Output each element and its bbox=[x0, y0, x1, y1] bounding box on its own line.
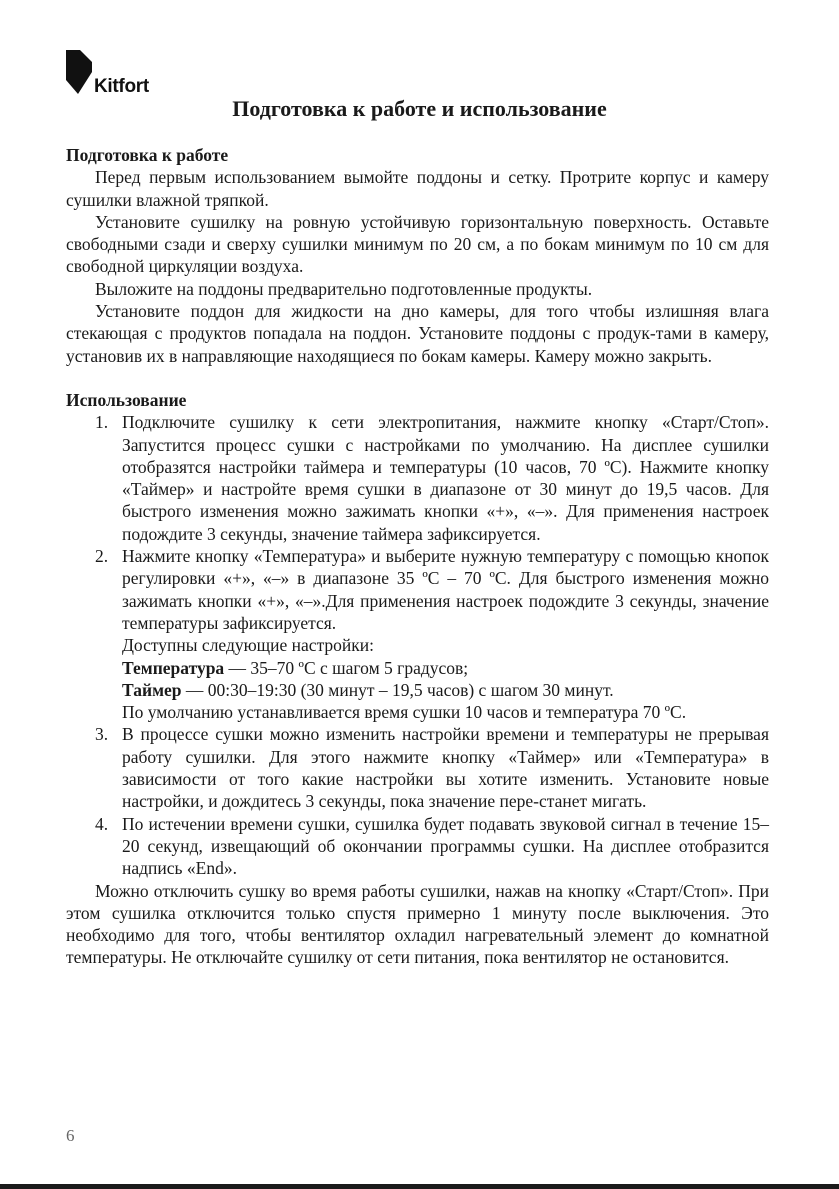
usage-steps bbox=[66, 411, 769, 879]
usage-step-2 bbox=[66, 545, 769, 723]
preparation-paragraph-4: Установите поддон для жидкости на дно камеры, для того чтобы излишняя влага стекающая с продуктов попадала на поддон. Установите поддоны с продук-тами в камеру, установив их в направляющие находящиеся по бокам камеры. Камеру можно закрыть. bbox=[66, 301, 769, 366]
timer-setting bbox=[122, 679, 769, 701]
brand-name: Kitfort bbox=[94, 76, 149, 97]
default-settings: По умолчанию устанавливается время сушки 10 часов и температура 70 ºC. bbox=[122, 702, 687, 723]
temperature-setting bbox=[122, 657, 769, 679]
page-number: 6 bbox=[66, 1126, 75, 1145]
closing-paragraph: Можно отключить сушку во время работы сушилки, нажав на кнопку «Старт/Стоп». При этом сушилка отключится только спустя примерно 1 минуту после выключения. Это необходимо для того, чтобы вентилятор охладил нагревательный элемент до комнатной температуры. Не отключайте сушилку от сети питания, пока вентилятор не остановится. bbox=[66, 880, 769, 968]
usage-step-1 bbox=[66, 411, 769, 545]
step-number: 3. bbox=[95, 724, 109, 745]
step-number: 1. bbox=[95, 412, 109, 433]
kitfort-logo-icon bbox=[64, 50, 94, 96]
page-title: Подготовка к работе и использование bbox=[232, 96, 607, 121]
brand-logo bbox=[64, 48, 164, 98]
step-text: Подключите сушилку к сети электропитания, нажмите кнопку «Старт/Стоп». Запустится процесс сушки с настройками по умолчанию. На дисплее сушилки отобразятся настройки таймера и температуры (10 часов, 70 ºC). Нажмите кнопку «Таймер» и настройте время сушки в диапазоне от 30 минут до 19,5 часов. Для быстрого изменения можно зажимать кнопки «+», «–». Для применения настроек подождите 3 секунды, значение таймера зафиксируется. bbox=[122, 412, 769, 544]
temperature-label: Температура bbox=[122, 657, 225, 678]
preparation-paragraph-3: Выложите на поддоны предварительно подготовленные продукты. bbox=[95, 278, 593, 299]
timer-label: Таймер bbox=[122, 679, 182, 700]
preparation-paragraph-2: Установите сушилку на ровную устойчивую горизонтальную поверхность. Оставьте свободными сзади и сверху сушилки минимум по 20 см, а по бокам минимум по 10 см для свободной циркуляции воздуха. bbox=[66, 211, 769, 277]
step-number: 2. bbox=[95, 546, 109, 567]
step-text: По истечении времени сушки, сушилка будет подавать звуковой сигнал в течение 15–20 секунд, извещающий об окончании программы сушки. На дисплее отобразится надпись «End». bbox=[122, 813, 769, 879]
preparation-heading: Подготовка к работе bbox=[66, 145, 229, 165]
usage-heading: Использование bbox=[66, 389, 187, 410]
bottom-divider bbox=[0, 1184, 839, 1189]
step-text: В процессе сушки можно изменить настройки времени и температуры не прерывая работу сушилки. Для этого нажмите кнопку «Таймер» или «Температура» в зависимости от того какие настройки вы хотите изменить. Установите новые настройки, и дождитесь 3 секунды, пока значение пере-станет мигать. bbox=[122, 724, 769, 812]
step-text: Нажмите кнопку «Температура» и выберите нужную температуру с помощью кнопок регулировки «+», «–» в диапазоне 35 ºC – 70 ºC. Для быстрого изменения можно зажимать кнопки «+», «–».Для применения настроек подождите 3 секунды, значение температуры зафиксируется. bbox=[122, 546, 769, 633]
usage-step-3 bbox=[66, 723, 769, 812]
available-settings: Доступны следующие настройки: bbox=[122, 635, 375, 656]
timer-value: — 00:30–19:30 (30 минут – 19,5 часов) с шагом 30 минут. bbox=[181, 679, 614, 700]
temperature-value: — 35–70 ºC с шагом 5 градусов; bbox=[224, 657, 469, 678]
document-body bbox=[66, 144, 769, 969]
preparation-paragraph-1: Перед первым использованием вымойте поддоны и сетку. Протрите корпус и камеру сушилки влажной тряпкой. bbox=[66, 167, 769, 210]
step-number: 4. bbox=[95, 813, 109, 834]
usage-step-4 bbox=[66, 813, 769, 880]
